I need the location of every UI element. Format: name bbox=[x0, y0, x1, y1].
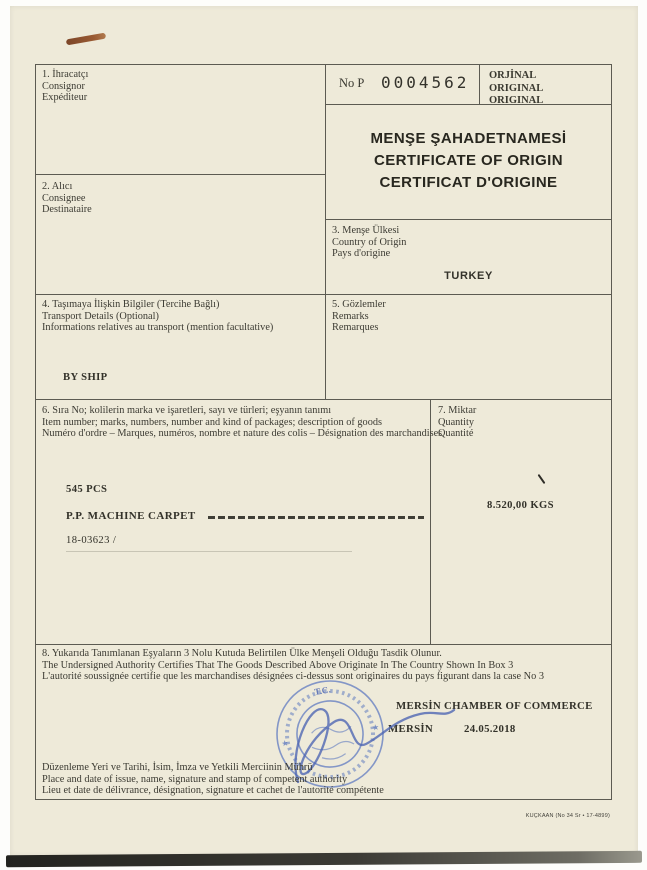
cert-line-fr: L'autorité soussignée certifie que les marchandises désignées ci-dessus sont originaires du pays figurant dans la case No 3 bbox=[42, 671, 544, 683]
box3-line-tr: 3. Menşe Ülkesi bbox=[332, 225, 400, 236]
box6-line-fr: Numéro d'ordre – Marques, numéros, nombre et nature des colis – Désignation des marchandises bbox=[42, 428, 443, 440]
footer-line-en: Place and date of issue, name, signature and stamp of competent authority bbox=[42, 773, 348, 785]
line-under-serial bbox=[325, 104, 612, 105]
serial-number: 0004562 bbox=[381, 73, 470, 92]
box2-consignee-label bbox=[42, 181, 92, 216]
reference-number-value: 18-03623 / bbox=[66, 535, 117, 546]
stamp-star-right-icon: ★ bbox=[371, 722, 380, 733]
line-mid bbox=[35, 294, 612, 295]
country-of-origin-value: TURKEY bbox=[444, 270, 493, 282]
packages-count-value: 545 PCS bbox=[66, 484, 108, 495]
box4-line-en: Transport Details (Optional) bbox=[42, 310, 159, 322]
box7-quantity-label bbox=[438, 405, 476, 440]
line-under-box1 bbox=[35, 174, 325, 175]
box4-line-fr: Informations relatives au transport (mention facultative) bbox=[42, 322, 274, 334]
box5-line-fr: Remarques bbox=[332, 322, 379, 334]
box5-line-tr: 5. Gözlemler bbox=[332, 299, 386, 310]
line-under-box6-7 bbox=[35, 644, 612, 645]
title-line-en: CERTIFICATE OF ORIGIN bbox=[374, 152, 563, 169]
column-divider-top bbox=[325, 64, 326, 400]
box1-line-tr: 1. İhracatçı bbox=[42, 69, 89, 80]
box3-country-label bbox=[332, 225, 406, 260]
line-under-title bbox=[325, 219, 612, 220]
box6-line-tr: 6. Sıra No; kolilerin marka ve işaretleri, sayı ve türleri; eşyanın tanımı bbox=[42, 405, 332, 416]
cert-line-en: The Undersigned Authority Certifies That The Goods Described Above Originate In The Country Shown In Box 3 bbox=[42, 659, 514, 671]
box4-line-tr: 4. Taşımaya İlişkin Bilgiler (Tercihe Bağlı) bbox=[42, 299, 220, 310]
quantity-value: 8.520,00 KGS bbox=[487, 500, 554, 511]
serial-prefix: No P bbox=[339, 76, 365, 90]
box1-line-en: Consignor bbox=[42, 80, 85, 92]
box7-line-en: Quantity bbox=[438, 416, 475, 428]
box3-line-en: Country of Origin bbox=[332, 236, 407, 248]
faint-underline bbox=[66, 551, 352, 552]
box1-line-fr: Expéditeur bbox=[42, 92, 88, 104]
box7-line-fr: Quantité bbox=[438, 428, 474, 440]
original-line-fr: ORIGINAL bbox=[489, 95, 544, 106]
box5-line-en: Remarks bbox=[332, 310, 369, 322]
footer-line-tr: Düzenleme Yeri ve Tarihi, İsim, İmza ve Yetkili Merciinin Mührü bbox=[42, 762, 313, 773]
chamber-name: MERSİN CHAMBER OF COMMERCE bbox=[396, 700, 593, 712]
issue-footer-labels bbox=[42, 762, 384, 797]
document-title bbox=[325, 128, 612, 194]
issue-date: 24.05.2018 bbox=[464, 723, 516, 735]
box6-line-en: Item number; marks, numbers, number and kind of packages; description of goods bbox=[42, 416, 383, 428]
box2-line-tr: 2. Alıcı bbox=[42, 181, 73, 192]
box6-goods-label bbox=[42, 405, 442, 440]
serial-divider bbox=[479, 64, 480, 105]
stamp-top-text: T.C. bbox=[313, 684, 332, 698]
line-under-box4-5 bbox=[35, 399, 612, 400]
form-border-left bbox=[35, 64, 36, 800]
box5-remarks-label bbox=[332, 299, 386, 334]
original-marking bbox=[489, 70, 543, 108]
box1-consignor-label bbox=[42, 69, 88, 104]
box2-line-fr: Destinataire bbox=[42, 204, 92, 216]
title-line-fr: CERTIFICAT D'ORIGINE bbox=[379, 174, 558, 191]
stamp-star-left-icon: ★ bbox=[280, 738, 290, 749]
original-line-tr: ORJİNAL bbox=[489, 70, 537, 81]
footer-line-fr: Lieu et date de délivrance, désignation, signature et cachet de l'autorité compétente bbox=[42, 785, 384, 797]
box7-line-tr: 7. Miktar bbox=[438, 405, 477, 416]
box4-transport-label bbox=[42, 299, 273, 334]
printer-mark: KUÇKAAN (No 34 Sr • 17-4899) bbox=[525, 813, 610, 819]
issue-place: MERSİN bbox=[388, 723, 433, 735]
typed-dash-line bbox=[208, 516, 424, 519]
transport-value: BY SHIP bbox=[63, 372, 108, 383]
original-line-en: ORIGINAL bbox=[489, 82, 544, 94]
form-border-top bbox=[35, 64, 612, 65]
title-line-tr: MENŞE ŞAHADETNAMESİ bbox=[370, 130, 567, 147]
goods-description-value: P.P. MACHINE CARPET bbox=[66, 510, 196, 522]
box3-line-fr: Pays d'origine bbox=[332, 248, 391, 260]
box2-line-en: Consignee bbox=[42, 192, 86, 204]
cert-line-tr: 8. Yukarıda Tanımlanan Eşyaların 3 Nolu Kutuda Belirtilen Ülke Menşeli Olduğu Tasdik Olunur. bbox=[42, 648, 442, 659]
